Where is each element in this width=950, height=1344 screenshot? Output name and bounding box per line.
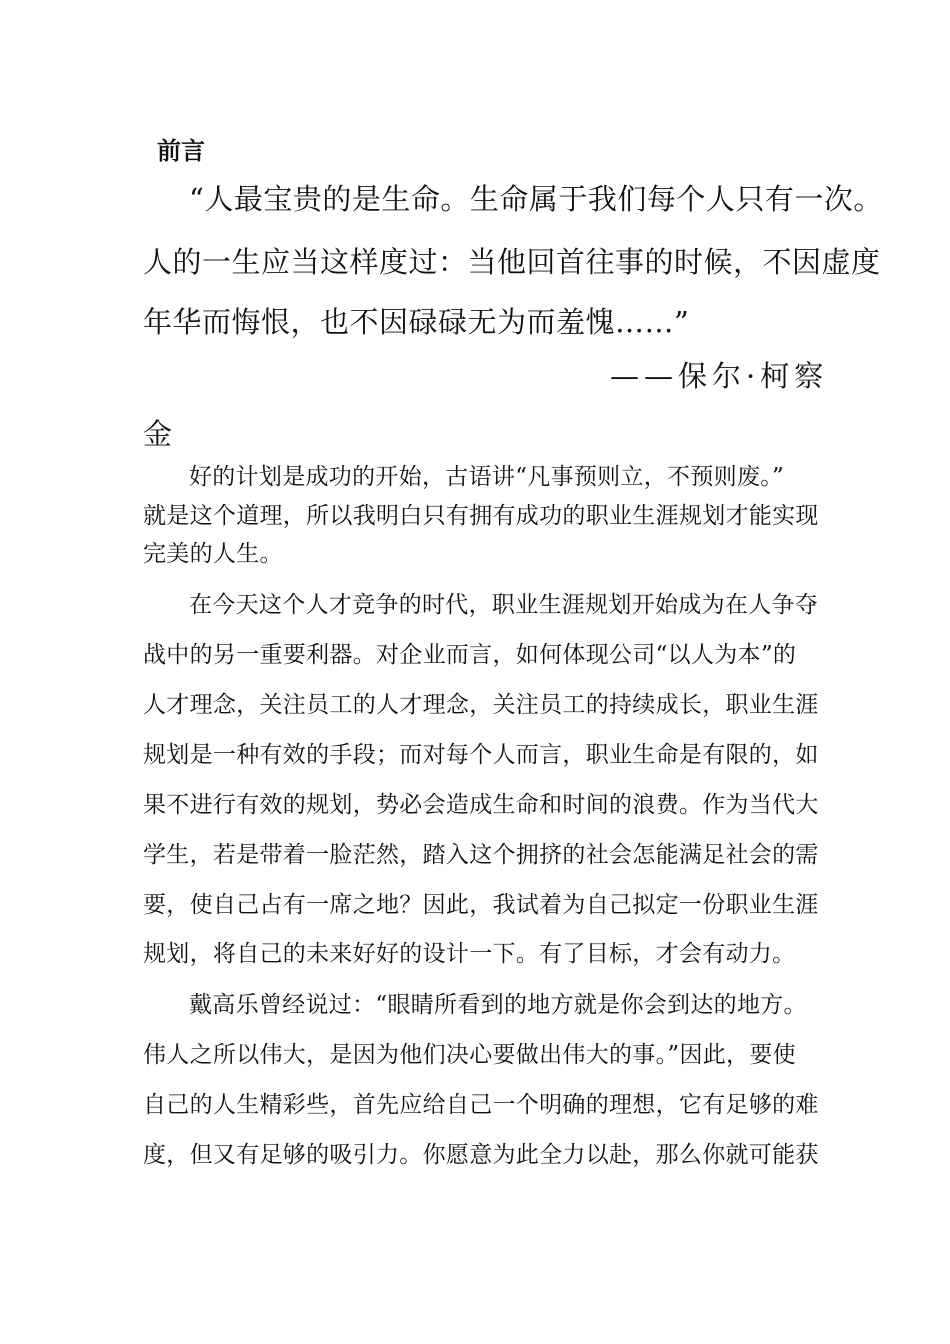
quote-line: 年华而悔恨，也不因碌碌无为而羞愧……”	[143, 305, 690, 339]
paragraph-line: 人才理念，关注员工的人才理念，关注员工的持续成长，职业生涯	[143, 692, 819, 718]
paragraph-line: 学生，若是带着一脸茫然，踏入这个拥挤的社会怎能满足社会的需	[143, 842, 819, 868]
paragraph-line: 规划是一种有效的手段；而对每个人而言，职业生命是有限的，如	[143, 742, 819, 768]
paragraph-line: 完美的人生。	[143, 541, 283, 567]
paragraph-line: 就是这个道理，所以我明白只有拥有成功的职业生涯规划才能实现	[143, 503, 819, 529]
quote-attribution: ——保尔·柯察	[610, 359, 829, 393]
paragraph-line: 果不进行有效的规划，势必会造成生命和时间的浪费。作为当代大	[143, 792, 819, 818]
quote-line: “人最宝贵的是生命。生命属于我们每个人只有一次。	[189, 182, 883, 216]
quote-attribution-continued: 金	[143, 417, 173, 451]
paragraph-line: 戴高乐曾经说过：“眼睛所看到的地方就是你会到达的地方。	[189, 992, 807, 1018]
paragraph-line: 规划，将自己的未来好好的设计一下。有了目标，才会有动力。	[143, 941, 796, 967]
paragraph-line: 自己的人生精彩些，首先应给自己一个明确的理想，它有足够的难	[143, 1092, 819, 1118]
paragraph-line: 伟人之所以伟大，是因为他们决心要做出伟大的事。”因此，要使	[143, 1042, 796, 1068]
quote-line: 人的一生应当这样度过：当他回首往事的时候，不因虚度	[143, 245, 881, 279]
paragraph-line: 在今天这个人才竞争的时代，职业生涯规划开始成为在人争夺	[189, 592, 819, 618]
paragraph-line: 好的计划是成功的开始，古语讲“凡事预则立，不预则废。”	[189, 464, 785, 490]
paragraph-line: 要，使自己占有一席之地？因此，我试着为自己拟定一份职业生涯	[143, 892, 819, 918]
paragraph-line: 度，但又有足够的吸引力。你愿意为此全力以赴，那么你就可能获	[143, 1142, 819, 1168]
paragraph-line: 战中的另一重要利器。对企业而言，如何体现公司“以人为本”的	[143, 642, 797, 668]
section-heading: 前言	[157, 136, 205, 165]
